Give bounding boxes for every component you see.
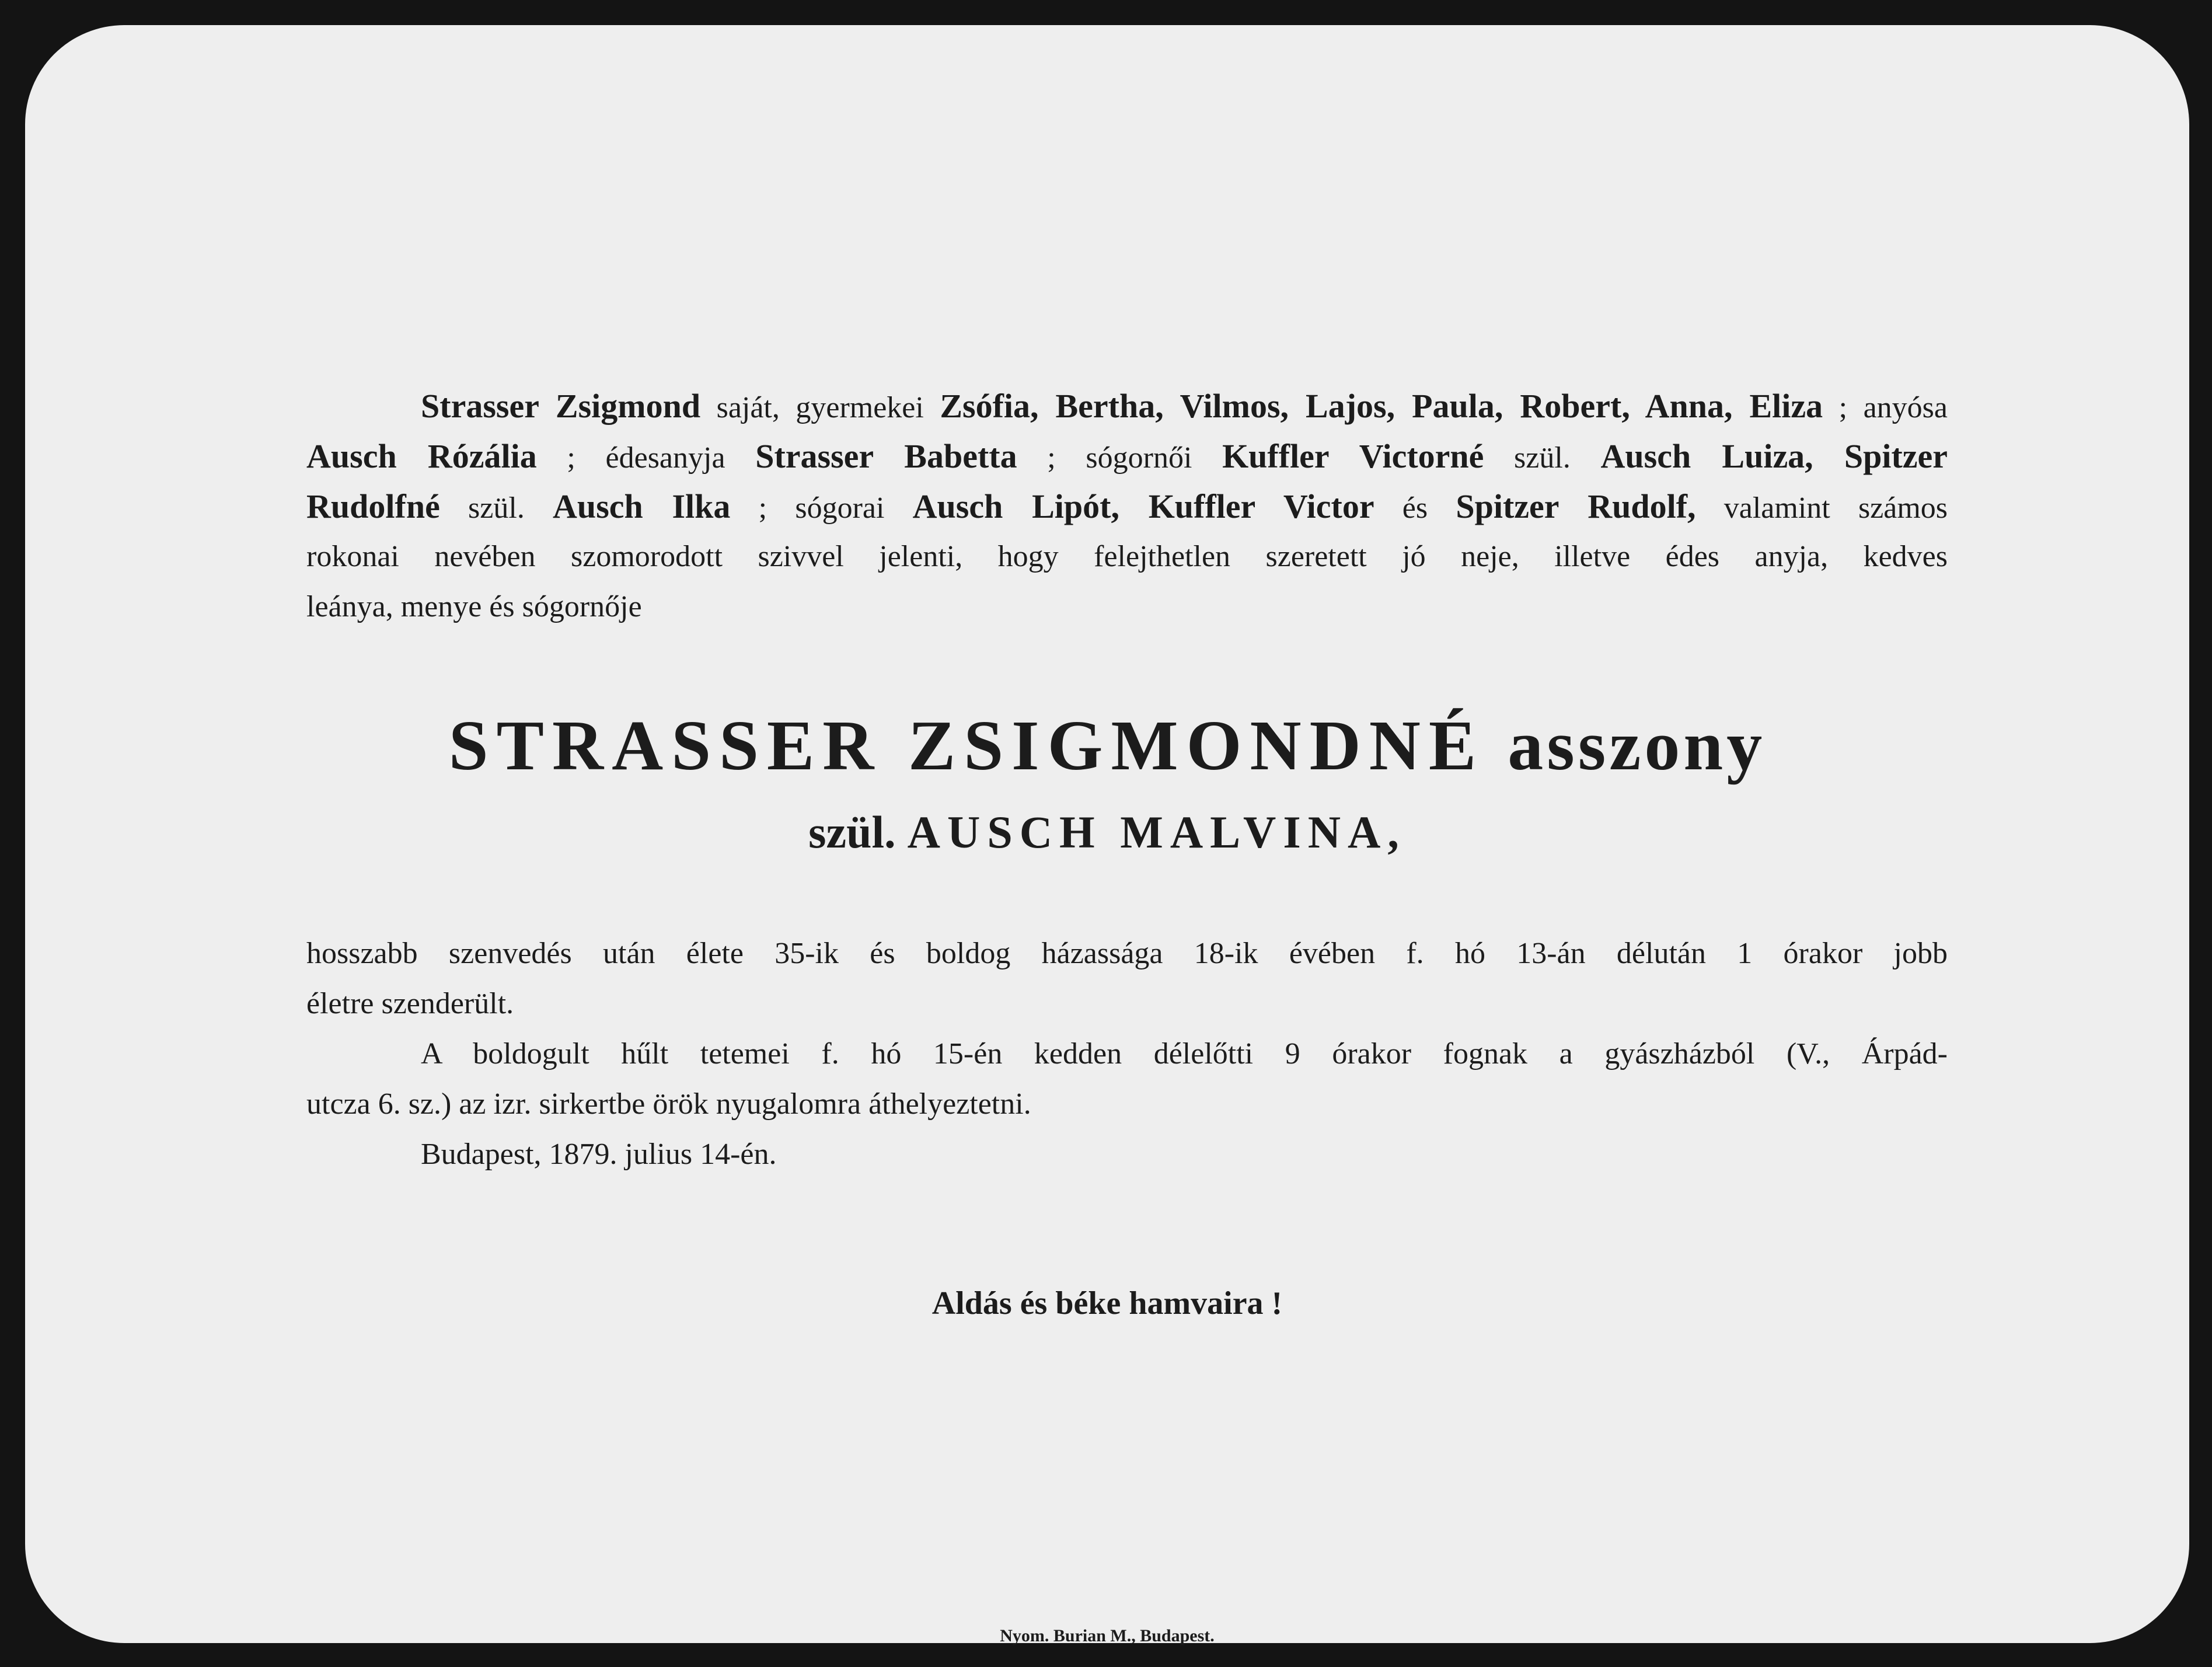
text-segment: saját, gyermekei xyxy=(700,391,940,424)
body-line: utcza 6. sz.) az izr. sirkertbe örök nyugalomra áthelyeztetni. xyxy=(306,1087,1031,1121)
body-line: A boldogult hűlt tetemei f. hó 15-én kedden délelőtti 9 órakor fognak a gyászházból (V., Árpád- xyxy=(421,1037,1948,1070)
name-segment: Zsófia, Bertha, Vilmos, Lajos, Paula, Robert, Anna, Eliza xyxy=(940,387,1823,425)
name-segment: Ausch Rózália xyxy=(306,437,537,475)
body-paragraph xyxy=(306,929,1948,1180)
body-line: életre szenderült. xyxy=(306,987,514,1020)
announcement-paragraph xyxy=(306,381,1948,632)
announcement-line xyxy=(306,482,1948,532)
text-segment: ; édesanyja xyxy=(536,441,756,475)
name-segment: Ausch Ilka xyxy=(553,487,731,525)
text-segment: leánya, menye és sógornője xyxy=(306,590,642,623)
announcement-line xyxy=(306,582,1948,632)
text-segment: szül. xyxy=(439,491,553,525)
announcement-line xyxy=(306,532,1948,582)
deceased-name: STRASSER ZSIGMONDNÉ xyxy=(448,706,1485,785)
announcement-line xyxy=(306,431,1948,482)
text-segment: szül. xyxy=(1484,441,1601,475)
text-segment: ; sógornői xyxy=(1017,441,1223,475)
text-segment: rokonai nevében szomorodott szivvel jelenti, hogy felejthetlen szeretett jó neje, illetve édes anyja, kedves xyxy=(306,540,1948,573)
name-segment: Kuffler Victorné xyxy=(1222,437,1484,475)
text-segment: és xyxy=(1374,491,1456,525)
text-segment: valamint számos xyxy=(1695,491,1948,525)
maiden-name: AUSCH MALVINA, xyxy=(907,807,1406,857)
mourning-card xyxy=(25,25,2189,1643)
name-segment: Strasser Babetta xyxy=(755,437,1017,475)
announcement-line xyxy=(306,381,1948,431)
deceased-title-suffix: asszony xyxy=(1508,706,1766,785)
born-prefix: szül. xyxy=(808,807,896,857)
text-segment: ; anyósa xyxy=(1823,391,1948,424)
name-segment: Spitzer Rudolf, xyxy=(1456,487,1696,525)
maiden-name-line xyxy=(25,800,2189,864)
text-segment: ; sógorai xyxy=(730,491,913,525)
name-segment: Strasser Zsigmond xyxy=(421,387,701,425)
name-segment: Rudolfné xyxy=(306,487,440,525)
name-segment: Ausch Luiza, Spitzer xyxy=(1600,437,1948,475)
deceased-name-heading xyxy=(25,702,2189,790)
body-line: hosszabb szenvedés után élete 35-ik és boldog házassága 18-ik évében f. hó 13-án délután 1 órakor jobb xyxy=(306,937,1948,970)
place-date: Budapest, 1879. julius 14-én. xyxy=(421,1138,777,1171)
blessing: Aldás és béke hamvaira ! xyxy=(931,1285,1283,1321)
printer-imprint: Nyom. Burian M., Budapest. xyxy=(1000,1626,1215,1645)
name-segment: Ausch Lipót, Kuffler Victor xyxy=(912,487,1374,525)
